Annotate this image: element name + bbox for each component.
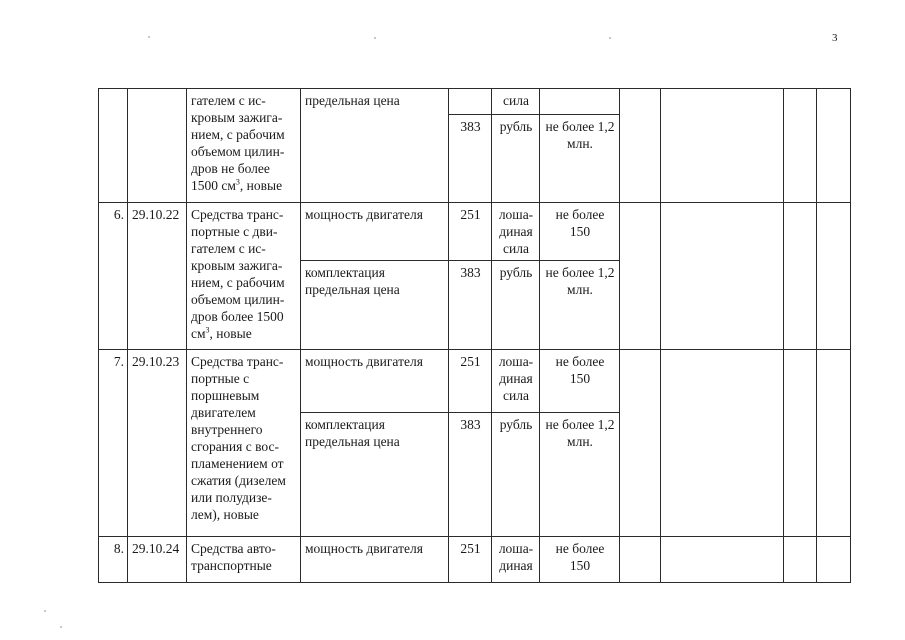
empty-cell (817, 89, 851, 203)
unit-name-cell: рубль (492, 413, 540, 537)
empty-cell (620, 350, 661, 537)
item-description-cell (187, 89, 301, 203)
item-description: Средства транс-портные с поршневым двигателем внутреннего сгорания с вос-пламенением от сжатия (дизелем или полудизе-лем), новые (191, 354, 286, 522)
okpd-code-cell: 29.10.23 (128, 350, 187, 537)
unit-name-cell: рубль (492, 261, 540, 350)
scan-speck (60, 626, 62, 628)
table-row (99, 203, 851, 261)
empty-cell (817, 350, 851, 537)
empty-cell (620, 89, 661, 203)
unit-code-cell: 251 (449, 537, 492, 583)
unit-code-cell: 383 (449, 261, 492, 350)
item-description: Средства транс-портные с дви-гателем с ис-кровым зажига-нием, с рабочим объемом цилин-дров более 1500 см (191, 207, 285, 341)
row-number-cell: 6. (99, 203, 128, 350)
okpd-code-cell (128, 89, 187, 203)
table-row (99, 537, 851, 583)
unit-name-cell: лоша-диная сила (492, 350, 540, 413)
empty-cell (784, 203, 817, 350)
item-description-tail: , новые (209, 326, 252, 341)
item-description: Средства авто-транспортные (191, 541, 276, 573)
unit-code-cell (449, 89, 492, 115)
scan-speck (44, 610, 46, 612)
value-cell (540, 89, 620, 115)
unit-name-cell: лоша-диная сила (492, 203, 540, 261)
scan-speck (148, 36, 150, 38)
unit-code-cell: 251 (449, 203, 492, 261)
superscript: 3 (205, 325, 210, 335)
characteristic-cell: комплектация предельная цена (301, 261, 449, 350)
item-description: гателем с ис-кровым зажига-нием, с рабочим объемом цилин-дров не более 1500 см (191, 93, 285, 193)
value-cell: не более 150 (540, 537, 620, 583)
empty-cell (661, 89, 784, 203)
specifications-table (98, 88, 851, 583)
value-cell: не более 1,2 млн. (540, 261, 620, 350)
okpd-code-cell: 29.10.22 (128, 203, 187, 350)
item-description-tail: , новые (239, 178, 283, 193)
scan-speck (609, 37, 611, 39)
page-number: 3 (832, 32, 838, 44)
empty-cell (817, 537, 851, 583)
empty-cell (661, 350, 784, 537)
item-description-cell (187, 537, 301, 583)
unit-code-cell: 383 (449, 413, 492, 537)
characteristic-cell: комплектация предельная цена (301, 413, 449, 537)
empty-cell (661, 203, 784, 350)
superscript: 3 (235, 177, 240, 187)
value-cell: не более 150 (540, 350, 620, 413)
row-number-cell: 8. (99, 537, 128, 583)
empty-cell (620, 203, 661, 350)
okpd-code-cell: 29.10.24 (128, 537, 187, 583)
table-row (99, 350, 851, 413)
empty-cell (784, 350, 817, 537)
unit-code-cell: 383 (449, 115, 492, 203)
characteristic-cell: мощность двигателя (301, 203, 449, 261)
value-cell: не более 1,2 млн. (540, 413, 620, 537)
table-row (99, 89, 851, 115)
item-description-cell (187, 350, 301, 537)
value-cell: не более 150 (540, 203, 620, 261)
empty-cell (620, 537, 661, 583)
unit-name-cell: лоша-диная (492, 537, 540, 583)
unit-name-cell: рубль (492, 115, 540, 203)
unit-name-cell: сила (492, 89, 540, 115)
empty-cell (784, 537, 817, 583)
item-description-cell (187, 203, 301, 350)
empty-cell (784, 89, 817, 203)
empty-cell (817, 203, 851, 350)
characteristic-cell: мощность двигателя (301, 537, 449, 583)
scan-speck (374, 37, 376, 39)
characteristic-cell: мощность двигателя (301, 350, 449, 413)
characteristic-cell: предельная цена (301, 89, 449, 203)
row-number-cell (99, 89, 128, 203)
row-number-cell: 7. (99, 350, 128, 537)
value-cell: не более 1,2 млн. (540, 115, 620, 203)
unit-code-cell: 251 (449, 350, 492, 413)
empty-cell (661, 537, 784, 583)
